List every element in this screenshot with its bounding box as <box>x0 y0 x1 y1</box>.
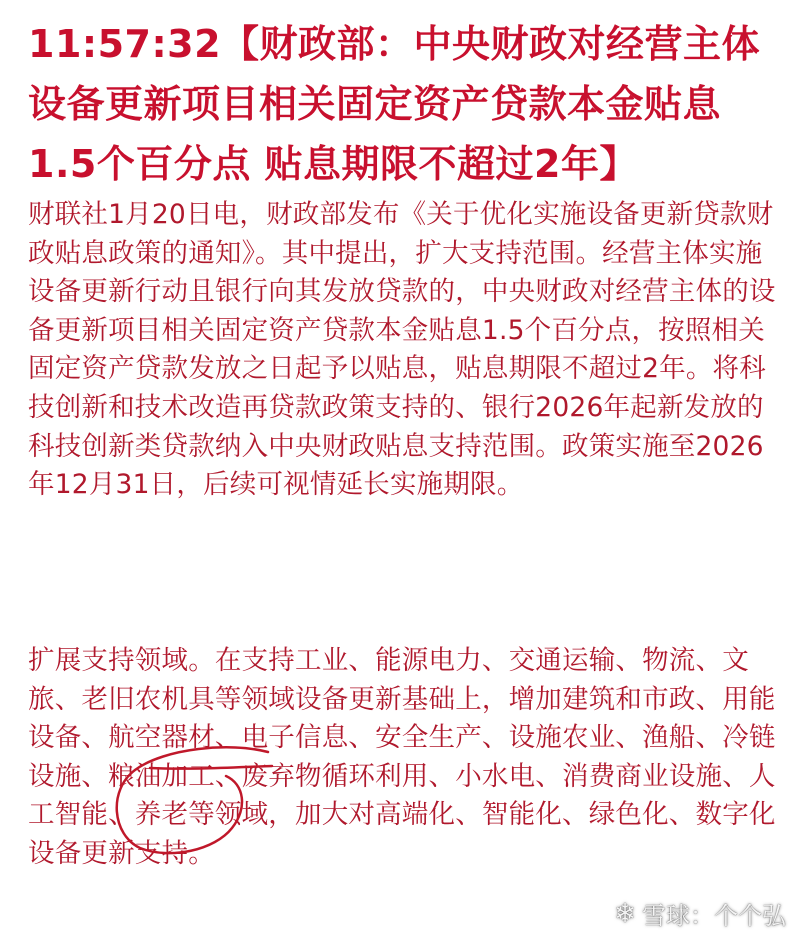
watermark <box>614 896 786 931</box>
snowball-icon: ❄ <box>614 898 636 929</box>
watermark-text: 雪球：个个弘 <box>642 902 786 930</box>
article-paragraph-2: 扩展支持领域。在支持工业、能源电力、交通运输、物流、文旅、老旧农机具等领域设备更新基础上，增加建筑和市政、用能设备、航空器材、电子信息、安全生产、设施农业、渔船、冷链设施、粮油加工、废弃物循环利用、小水电、消费商业设施、人工智能、养老等领域，加大对高端化、智能化、绿色化、数字化设备更新支持。 <box>28 645 776 869</box>
article-paragraph-1: 财联社1月20日电，财政部发布《关于优化实施设备更新贷款财政贴息政策的通知》。其中提出，扩大支持范围。经营主体实施设备更新行动且银行向其发放贷款的，中央财政对经营主体的设备更新项目相关固定资产贷款本金贴息1.5个百分点，按照相关固定资产贷款发放之日起予以贴息，贴息期限不超过2年。将科技创新和技术改造再贷款政策支持的、银行2026年起新发放的科技创新类贷款纳入中央财政贴息支持范围。政策实施至2026年12月31日，后续可视情延长实施期限。 <box>28 199 776 501</box>
article-headline: 11:57:32【财政部：中央财政对经营主体设备更新项目相关固定资产贷款本金贴息1.5个百分点 贴息期限不超过2年】 <box>28 22 761 186</box>
